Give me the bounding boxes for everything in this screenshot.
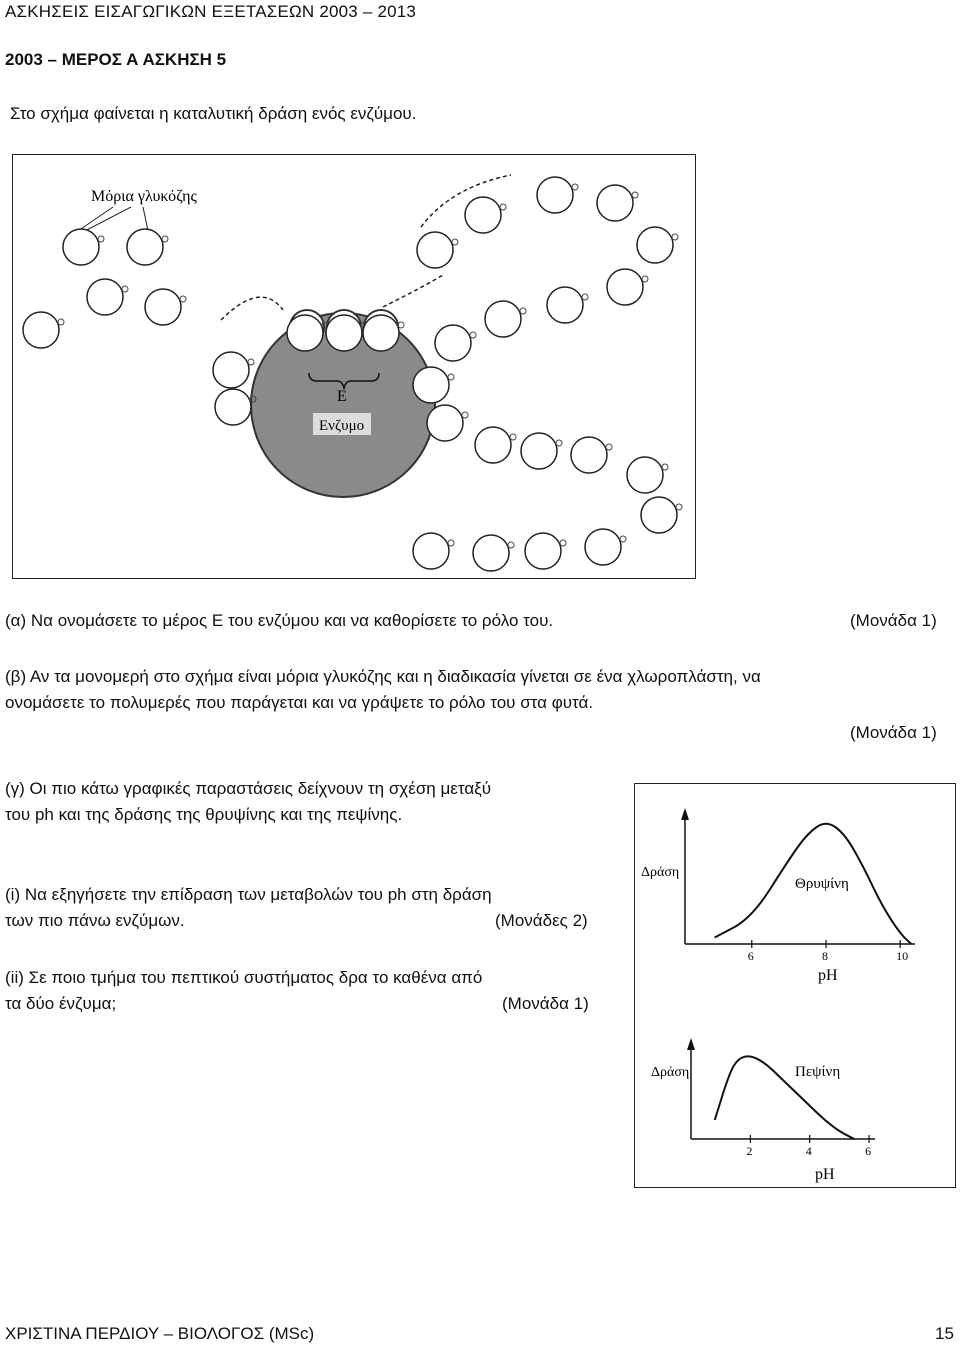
trypsin-xlabel: pH xyxy=(818,967,838,984)
glucose-oh-group xyxy=(162,236,168,242)
x-tick-label: 4 xyxy=(805,1144,812,1158)
glucose-molecule xyxy=(607,269,643,305)
glucose-oh-group xyxy=(560,540,566,546)
x-tick-label: 8 xyxy=(821,949,828,963)
glucose-molecule xyxy=(427,405,463,441)
question-c-line1: (γ) Οι πιο κάτω γραφικές παραστάσεις δείχνουν τη σχέση μεταξύ xyxy=(5,779,492,798)
exercise-title: 2003 – ΜΕΡΟΣ Α ΑΣΚΗΣΗ 5 xyxy=(5,50,227,69)
glucose-molecule xyxy=(547,287,583,323)
x-tick-label: 10 xyxy=(896,949,909,963)
glucose-oh-group xyxy=(620,536,626,542)
x-tick-label: 2 xyxy=(746,1144,753,1158)
glucose-pointer-line xyxy=(81,207,131,233)
glucose-molecule xyxy=(413,367,449,403)
enzyme-diagram-svg xyxy=(13,155,697,580)
glucose-oh-group xyxy=(500,204,506,210)
document-header: ΑΣΚΗΣΕΙΣ ΕΙΣΑΓΩΓΙΚΩΝ ΕΞΕΤΑΣΕΩΝ 2003 – 2013 xyxy=(5,2,417,21)
question-a-text: (α) Να ονομάσετε το μέρος Ε του ενζύμου και να καθορίσετε το ρόλο του. xyxy=(5,611,554,630)
glucose-molecule xyxy=(627,457,663,493)
glucose-molecule xyxy=(363,315,399,351)
glucose-molecule xyxy=(435,325,471,361)
glucose-molecule xyxy=(215,389,251,425)
x-tick-label: 6 xyxy=(747,949,754,963)
ph-graphs-figure xyxy=(634,783,956,1188)
glucose-label: Μόρια γλυκόζης xyxy=(91,188,197,205)
question-b-line1: (β) Αν τα μονομερή στο σχήμα είναι μόρια γλυκόζης και η διαδικασία γίνεται σε ένα χλωροπλάστη, να xyxy=(5,667,761,686)
glucose-oh-group xyxy=(398,322,404,328)
question-cii-line2: τα δύο ένζυμα; xyxy=(5,994,117,1013)
glucose-oh-group xyxy=(448,374,454,380)
glucose-oh-group xyxy=(642,276,648,282)
glucose-oh-group xyxy=(632,192,638,198)
glucose-molecule xyxy=(641,497,677,533)
trypsin-title: Θρυψίνη xyxy=(795,876,849,892)
glucose-oh-group xyxy=(582,294,588,300)
glucose-molecule xyxy=(521,433,557,469)
glucose-oh-group xyxy=(462,412,468,418)
glucose-molecule xyxy=(145,289,181,325)
glucose-molecule xyxy=(417,232,453,268)
glucose-molecule xyxy=(413,533,449,569)
reaction-arrow xyxy=(383,275,443,307)
glucose-oh-group xyxy=(510,434,516,440)
glucose-molecule xyxy=(326,315,362,351)
footer-author: ΧΡΙΣΤΙΝΑ ΠΕΡΔΙΟΥ – ΒΙΟΛΟΓΟΣ (MSc) xyxy=(5,1324,315,1343)
question-b-points: (Μονάδα 1) xyxy=(850,723,937,742)
glucose-molecule xyxy=(585,529,621,565)
glucose-oh-group xyxy=(448,540,454,546)
glucose-oh-group xyxy=(606,444,612,450)
reaction-arrow xyxy=(221,297,283,320)
glucose-molecule xyxy=(637,227,673,263)
page-number: 15 xyxy=(935,1324,954,1343)
glucose-oh-group xyxy=(572,184,578,190)
glucose-molecule xyxy=(213,352,249,388)
pepsin-marks xyxy=(715,1056,871,1158)
glucose-oh-group xyxy=(662,464,668,470)
question-c-line2: του ph και της δράσης της θρυψίνης και της πεψίνης. xyxy=(5,805,403,824)
glucose-oh-group xyxy=(556,440,562,446)
glucose-oh-group xyxy=(676,504,682,510)
pepsin-ylabel: Δράση xyxy=(651,1065,690,1080)
glucose-oh-group xyxy=(672,234,678,240)
glucose-molecule xyxy=(23,312,59,348)
question-cii-line1: (ii) Σε ποιο τμήμα του πεπτικού συστήματος δρα το καθένα από xyxy=(5,968,483,987)
glucose-oh-group xyxy=(520,308,526,314)
pepsin-y-arrow-icon xyxy=(687,1038,695,1050)
glucose-oh-group xyxy=(248,359,254,365)
glucose-oh-group xyxy=(452,239,458,245)
glucose-molecule xyxy=(465,197,501,233)
glucose-oh-group xyxy=(98,236,104,242)
x-tick-label: 6 xyxy=(865,1144,872,1158)
glucose-molecule xyxy=(475,427,511,463)
question-ci-line2: των πιο πάνω ενζύμων. xyxy=(5,911,185,930)
trypsin-marks xyxy=(715,824,912,963)
glucose-molecule xyxy=(537,177,573,213)
glucose-oh-group xyxy=(122,286,128,292)
glucose-oh-group xyxy=(470,332,476,338)
question-a-points: (Μονάδα 1) xyxy=(850,611,937,630)
glucose-molecule xyxy=(485,301,521,337)
glucose-molecule xyxy=(63,229,99,265)
glucose-molecule xyxy=(473,535,509,571)
glucose-molecule xyxy=(571,437,607,473)
enzyme-diagram xyxy=(12,154,696,579)
trypsin-ylabel: Δράση xyxy=(641,865,680,880)
question-b-line2: ονομάσετε το πολυμερές που παράγεται και να γράψετε το ρόλο του στα φυτά. xyxy=(5,693,594,712)
glucose-oh-group xyxy=(508,542,514,548)
pepsin-xlabel: pH xyxy=(815,1166,835,1183)
glucose-molecule xyxy=(525,533,561,569)
question-ci-line1: (i) Να εξηγήσετε την επίδραση των μεταβολών του ph στη δράση xyxy=(5,885,492,904)
active-site-label: Ε xyxy=(337,388,347,405)
glucose-oh-group xyxy=(180,296,186,302)
glucose-oh-group xyxy=(58,319,64,325)
pepsin-title: Πεψίνη xyxy=(795,1064,841,1080)
ph-graphs-svg xyxy=(635,784,957,1189)
glucose-molecule xyxy=(287,315,323,351)
enzyme-label: Ενζυμο xyxy=(319,418,365,434)
question-cii-points: (Μονάδα 1) xyxy=(502,994,589,1013)
glucose-molecule xyxy=(127,229,163,265)
trypsin-y-arrow-icon xyxy=(681,808,689,820)
glucose-molecule xyxy=(597,185,633,221)
glucose-molecule xyxy=(87,279,123,315)
exercise-intro: Στο σχήμα φαίνεται η καταλυτική δράση ενός ενζύμου. xyxy=(10,104,417,123)
question-ci-points: (Μονάδες 2) xyxy=(495,911,588,930)
